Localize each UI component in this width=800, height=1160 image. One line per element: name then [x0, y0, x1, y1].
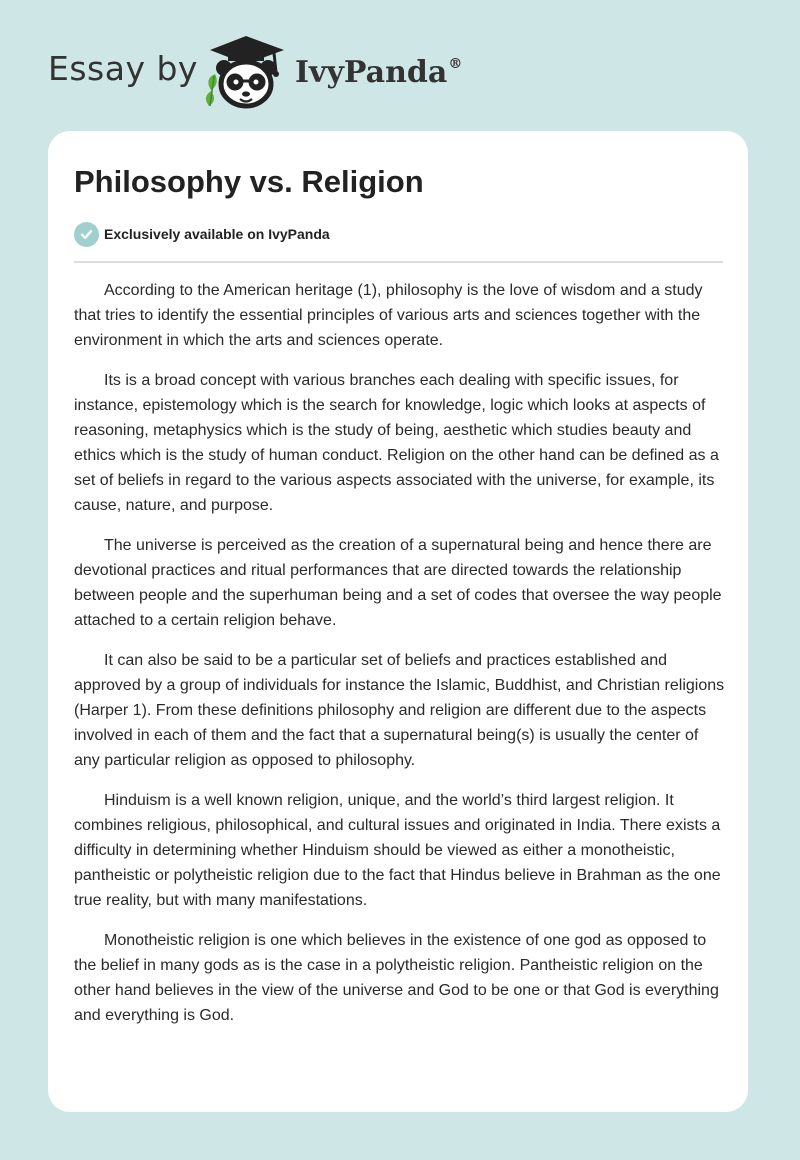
page-title: Philosophy vs. Religion	[74, 164, 424, 199]
paragraph: It can also be said to be a particular set of beliefs and practices established and approved by a group of individuals for instance the Islamic, Buddhist, and Christian religions (Harper 1). From these definitions philosophy and religion are different due to the aspects involved in each of them and the fact that a supernatural being(s) is usually the center of any particular religion as opposed to philosophy.	[74, 652, 725, 769]
paragraph: Monotheistic religion is one which believes in the existence of one god as opposed to the belief in many gods as is the case in a polytheistic religion. Pantheistic religion on the other hand believes in the view of the universe and God to be one or that God is everything and everything is God.	[74, 932, 719, 1024]
brand-prefix: Essay by	[48, 49, 198, 88]
article-body	[74, 278, 726, 1043]
panda-graduate-icon	[200, 34, 292, 110]
site-header	[0, 0, 800, 130]
article-card	[48, 131, 748, 1112]
paragraph: Hinduism is a well known religion, unique, and the world’s third largest religion. It combines religious, philosophical, and cultural issues and originated in India. There exists a difficulty in determining whether Hinduism should be viewed as either a monotheistic, pantheistic or polytheistic religion due to the fact that Hindus believe in Brahman as the one true reality, but with many manifestations.	[74, 792, 721, 909]
paragraph: According to the American heritage (1), philosophy is the love of wisdom and a study that tries to identify the essential principles of various arts and sciences together with the environment in which the arts and sciences operate.	[74, 282, 703, 349]
badge-text: Exclusively available on IvyPanda	[104, 226, 330, 242]
exclusive-badge	[74, 222, 330, 246]
registered-mark: ®	[448, 56, 463, 72]
check-icon	[74, 222, 99, 247]
brand-name: IvyPanda®	[295, 55, 463, 90]
divider	[74, 261, 723, 263]
paragraph: Its is a broad concept with various branches each dealing with specific issues, for instance, epistemology which is the search for knowledge, logic which looks at aspects of reasoning, metaphysics which is the study of being, aesthetic which studies beauty and ethics which is the study of human conduct. Religion on the other hand can be defined as a set of beliefs in regard to the various aspects associated with the universe, for example, its cause, nature, and purpose.	[74, 372, 719, 514]
paragraph: The universe is perceived as the creation of a supernatural being and hence there are devotional practices and ritual performances that are directed towards the relationship between people and the superhuman being and a set of codes that oversee the way people attached to a certain religion behave.	[74, 537, 722, 629]
